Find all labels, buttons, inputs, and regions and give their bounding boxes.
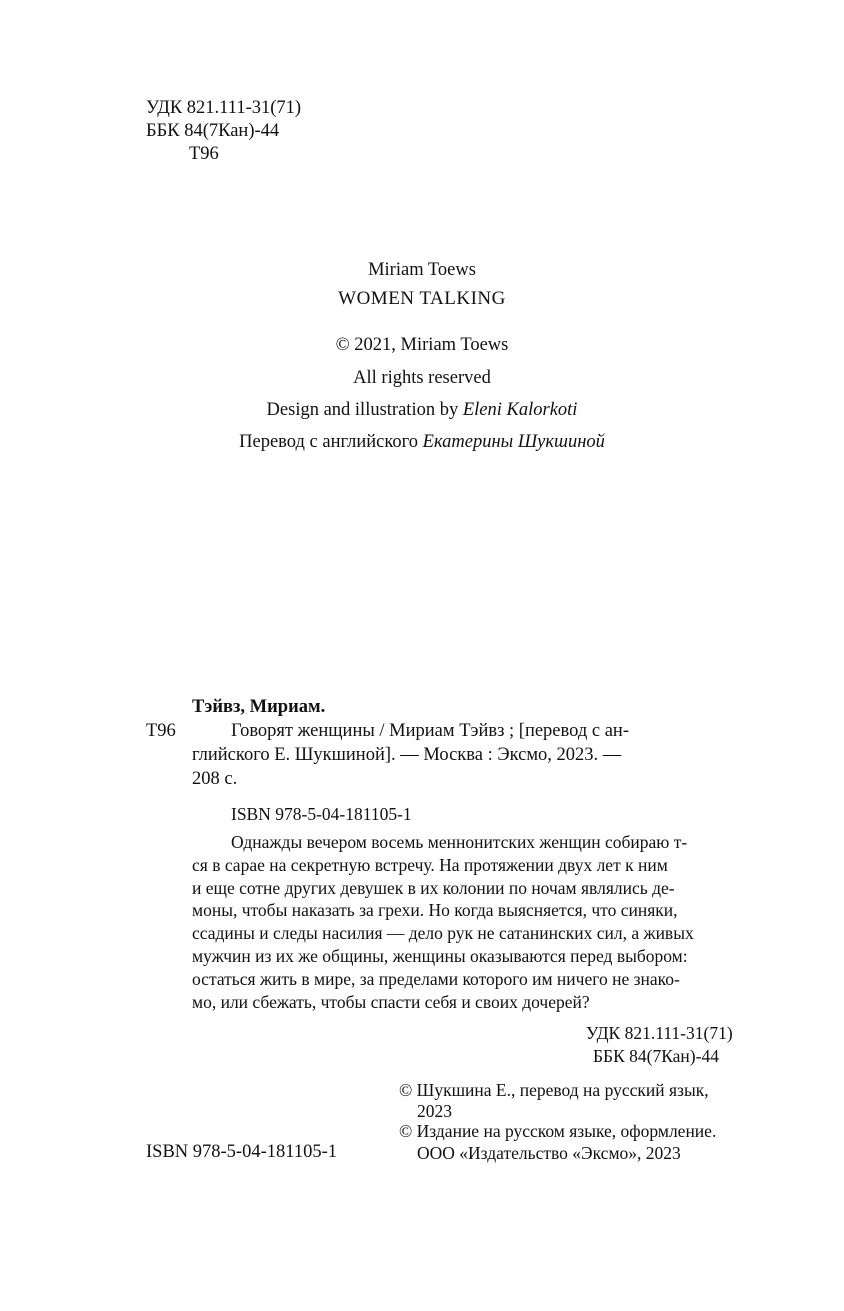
- original-title: WOMEN TALKING: [338, 288, 506, 309]
- footer-bbk: ББК 84(7Кан)-44: [593, 1046, 719, 1066]
- designer-name: Eleni Kalorkoti: [462, 400, 578, 420]
- footer-isbn: ISBN 978-5-04-181105-1: [146, 1142, 337, 1162]
- translation-credit: [0, 432, 844, 453]
- bib-author-heading: Тэйвз, Мириам.: [192, 697, 326, 717]
- annotation-line: моны, чтобы наказать за грехи. Но когда выясняется, что синяки,: [192, 900, 678, 920]
- bbk-code: ББК 84(7Кан)-44: [146, 121, 280, 141]
- annotation-line: мо, или сбежать, чтобы спасти себя и своих дочерей?: [192, 992, 590, 1012]
- annotation-line: мужчин из их же общины, женщины оказываются перед выбором:: [192, 946, 688, 966]
- footer-udk: УДК 821.111-31(71): [586, 1023, 733, 1043]
- rights-line: All rights reserved: [353, 368, 491, 388]
- copyright-line: © 2021, Miriam Toews: [335, 335, 509, 355]
- udk-code: УДК 821.111-31(71): [146, 98, 302, 118]
- design-credit: [0, 400, 844, 421]
- original-author: Miriam Toews: [368, 260, 476, 280]
- copyright-translation-line-2: 2023: [417, 1101, 452, 1121]
- annotation-line: и еще сотне других девушек в их колонии по ночам являлись де-: [192, 878, 675, 898]
- annotation-line: остаться жить в мире, за пределами которого им ничего не знако-: [192, 969, 680, 989]
- bib-isbn: ISBN 978-5-04-181105-1: [231, 804, 412, 824]
- author-mark: Т96: [189, 144, 219, 164]
- bib-line-1: Говорят женщины / Мириам Тэйвз ; [перевод с ан-: [231, 721, 629, 741]
- translator-name: Екатерины Шукшиной: [422, 432, 605, 452]
- bib-code: Т96: [146, 721, 176, 741]
- copyright-edition-line-1: © Издание на русском языке, оформление.: [399, 1121, 717, 1141]
- copyright-translation-line-1: © Шукшина Е., перевод на русский язык,: [399, 1080, 709, 1100]
- design-prefix: Design and illustration by: [266, 400, 459, 420]
- annotation-line: Однажды вечером восемь меннонитских женщин собираю т-: [231, 832, 688, 852]
- copyright-edition-line-2: ООО «Издательство «Эксмо», 2023: [417, 1143, 681, 1163]
- annotation-line: ссадины и следы насилия — дело рук не сатанинских сил, а живых: [192, 923, 694, 943]
- bib-line-2: глийского Е. Шукшиной]. — Москва : Эксмо, 2023. —: [192, 745, 622, 765]
- translation-prefix: Перевод с английского: [239, 432, 419, 452]
- annotation-line: ся в сарае на секретную встречу. На протяжении двух лет к ним: [192, 855, 668, 875]
- bib-line-3: 208 с.: [192, 769, 238, 789]
